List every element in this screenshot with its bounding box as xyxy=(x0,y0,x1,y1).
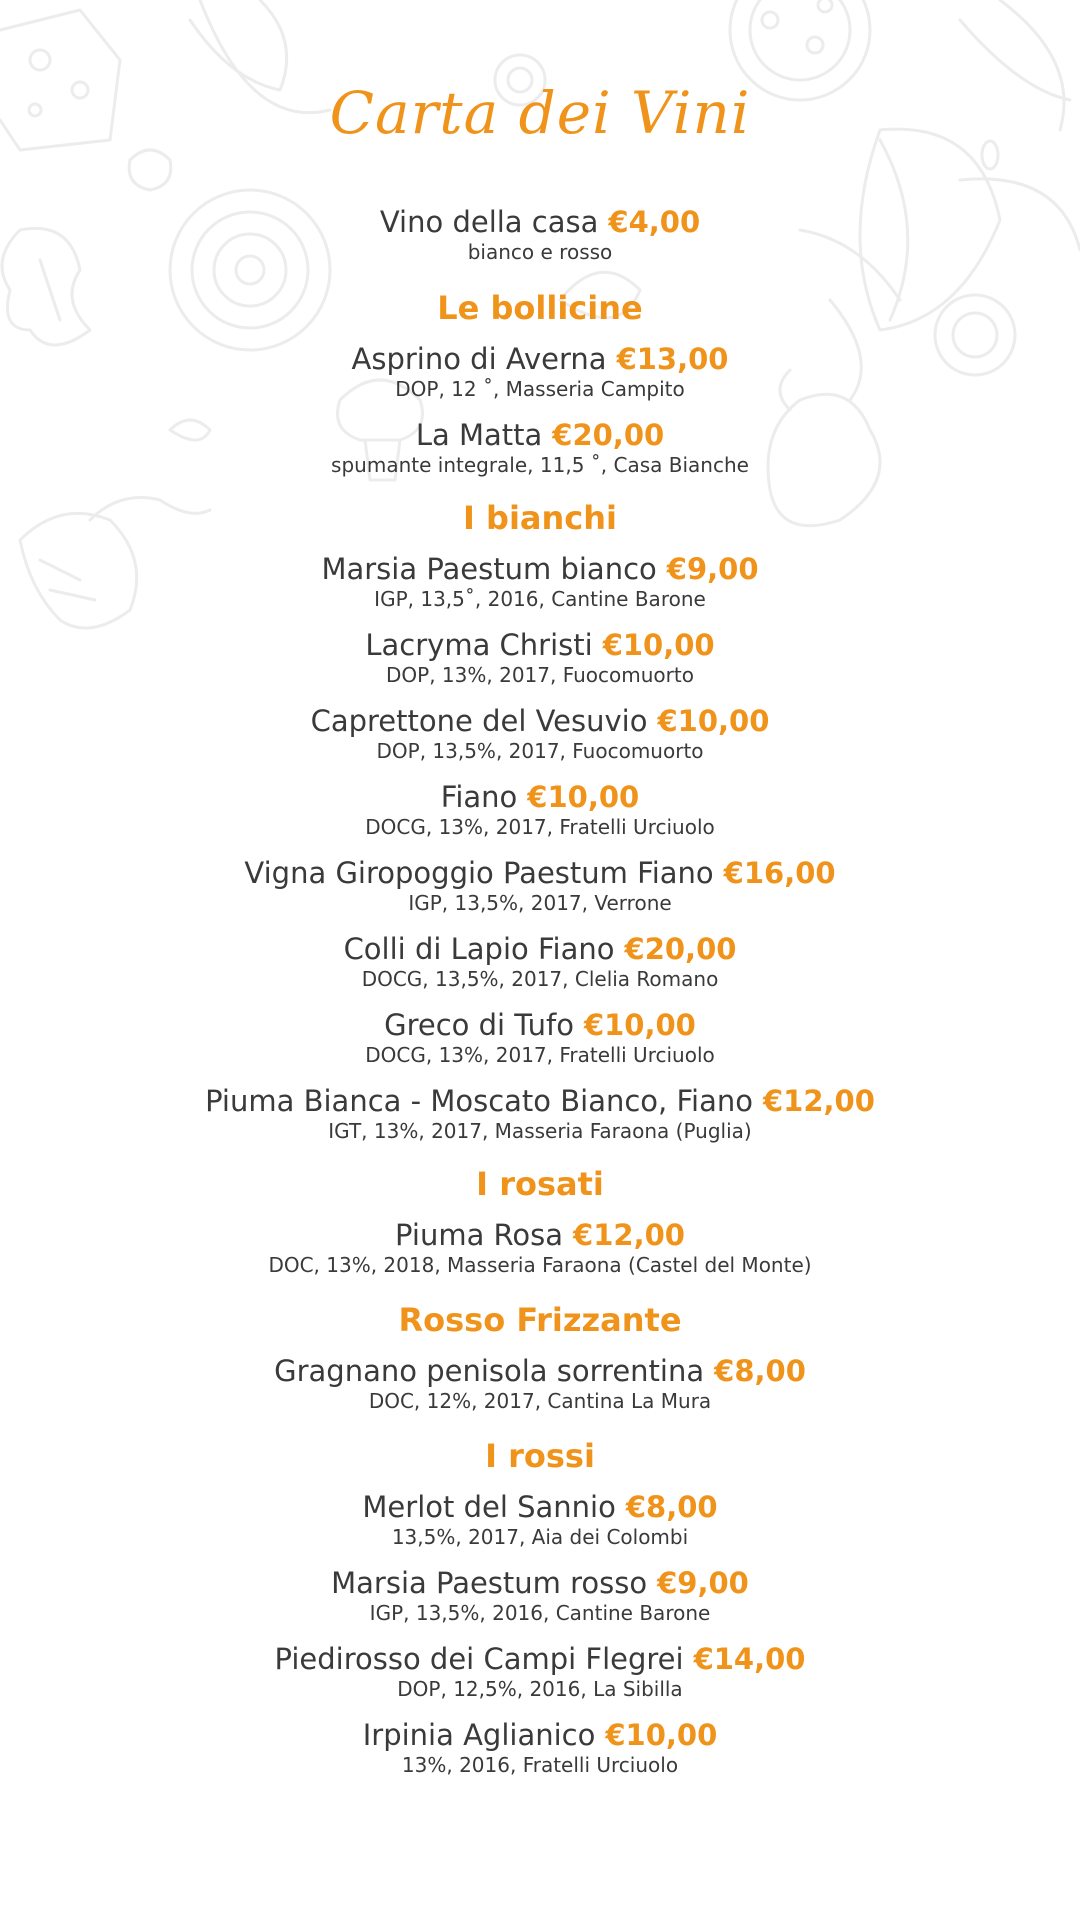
wine-item xyxy=(0,1566,1080,1626)
wine-description: 13%, 2016, Fratelli Urciuolo xyxy=(401,1753,679,1777)
wine-name: Vigna Giropoggio Paestum Fiano xyxy=(244,856,714,890)
wine-name: Caprettone del Vesuvio xyxy=(310,704,648,738)
wine-item xyxy=(0,780,1080,840)
wine-item xyxy=(0,1490,1080,1550)
wine-name: Piuma Bianca - Moscato Bianco, Fiano xyxy=(205,1084,753,1118)
wine-description: bianco e rosso xyxy=(467,240,613,264)
house-wine-item xyxy=(0,205,1080,265)
wine-price: €12,00 xyxy=(573,1218,685,1252)
wine-item xyxy=(0,1718,1080,1778)
wine-item xyxy=(0,1642,1080,1702)
wine-price: €10,00 xyxy=(605,1718,718,1752)
wine-price: €12,00 xyxy=(763,1084,875,1118)
wine-description: spumante integrale, 11,5 ˚, Casa Bianche xyxy=(331,453,749,477)
wine-description: DOP, 13%, 2017, Fuocomuorto xyxy=(386,663,694,687)
wine-description: DOC, 13%, 2018, Masseria Faraona (Castel del Monte) xyxy=(268,1253,812,1277)
wine-name: Asprino di Averna xyxy=(351,342,607,376)
wine-name: Lacryma Christi xyxy=(365,628,593,662)
wine-item xyxy=(0,552,1080,612)
wine-description: DOCG, 13%, 2017, Fratelli Urciuolo xyxy=(365,815,715,839)
wine-item xyxy=(0,1084,1080,1144)
wine-price: €9,00 xyxy=(666,552,759,586)
section-title-bollicine: Le bollicine xyxy=(437,289,643,327)
wine-description: DOP, 12,5%, 2016, La Sibilla xyxy=(397,1677,683,1701)
wine-description: 13,5%, 2017, Aia dei Colombi xyxy=(391,1525,689,1549)
wine-price: €10,00 xyxy=(602,628,715,662)
wine-name: Marsia Paestum bianco xyxy=(321,552,657,586)
wine-description: DOCG, 13,5%, 2017, Clelia Romano xyxy=(361,967,719,991)
section-title-rosati: I rosati xyxy=(476,1165,604,1203)
wine-price: €10,00 xyxy=(657,704,770,738)
wine-item xyxy=(0,1008,1080,1068)
wine-name: Fiano xyxy=(440,780,518,814)
wine-name: Marsia Paestum rosso xyxy=(331,1566,648,1600)
wine-price: €8,00 xyxy=(714,1354,806,1388)
wine-item xyxy=(0,1354,1080,1414)
wine-name: Vino della casa xyxy=(379,205,599,239)
wine-name: Merlot del Sannio xyxy=(362,1490,616,1524)
wine-description: DOCG, 13%, 2017, Fratelli Urciuolo xyxy=(365,1043,715,1067)
wine-description: DOC, 12%, 2017, Cantina La Mura xyxy=(368,1389,712,1413)
wine-price: €20,00 xyxy=(552,418,665,452)
wine-item xyxy=(0,628,1080,688)
section-title-frizzante: Rosso Frizzante xyxy=(398,1301,682,1339)
wine-description: IGP, 13,5˚, 2016, Cantine Barone xyxy=(374,587,706,611)
wine-name: Colli di Lapio Fiano xyxy=(343,932,615,966)
wine-item xyxy=(0,856,1080,916)
wine-item xyxy=(0,932,1080,992)
wine-name: Greco di Tufo xyxy=(384,1008,574,1042)
wine-description: IGT, 13%, 2017, Masseria Faraona (Puglia) xyxy=(328,1119,752,1143)
wine-price: €20,00 xyxy=(624,932,737,966)
menu-title: Carta dei Vini xyxy=(329,79,751,147)
wine-name: Piuma Rosa xyxy=(395,1218,564,1252)
section-title-bianchi: I bianchi xyxy=(462,499,617,537)
wine-price: €8,00 xyxy=(625,1490,718,1524)
wine-name: Gragnano penisola sorrentina xyxy=(274,1354,705,1388)
wine-item xyxy=(0,1218,1080,1278)
wine-price: €10,00 xyxy=(527,780,640,814)
wine-price: €16,00 xyxy=(723,856,836,890)
wine-name: La Matta xyxy=(415,418,543,452)
section-title-rossi: I rossi xyxy=(485,1437,595,1475)
wine-description: IGP, 13,5%, 2017, Verrone xyxy=(408,891,672,915)
wine-description: IGP, 13,5%, 2016, Cantine Barone xyxy=(369,1601,711,1625)
wine-name: Piedirosso dei Campi Flegrei xyxy=(274,1642,684,1676)
wine-name: Irpinia Aglianico xyxy=(362,1718,596,1752)
wine-price: €13,00 xyxy=(616,342,729,376)
wine-price: €4,00 xyxy=(608,205,701,239)
wine-price: €14,00 xyxy=(693,1642,806,1676)
wine-item xyxy=(0,418,1080,478)
wine-description: DOP, 12 ˚, Masseria Campito xyxy=(395,377,685,401)
wine-item xyxy=(0,342,1080,402)
wine-item xyxy=(0,704,1080,764)
wine-price: €9,00 xyxy=(657,1566,749,1600)
wine-description: DOP, 13,5%, 2017, Fuocomuorto xyxy=(376,739,704,763)
wine-price: €10,00 xyxy=(583,1008,696,1042)
